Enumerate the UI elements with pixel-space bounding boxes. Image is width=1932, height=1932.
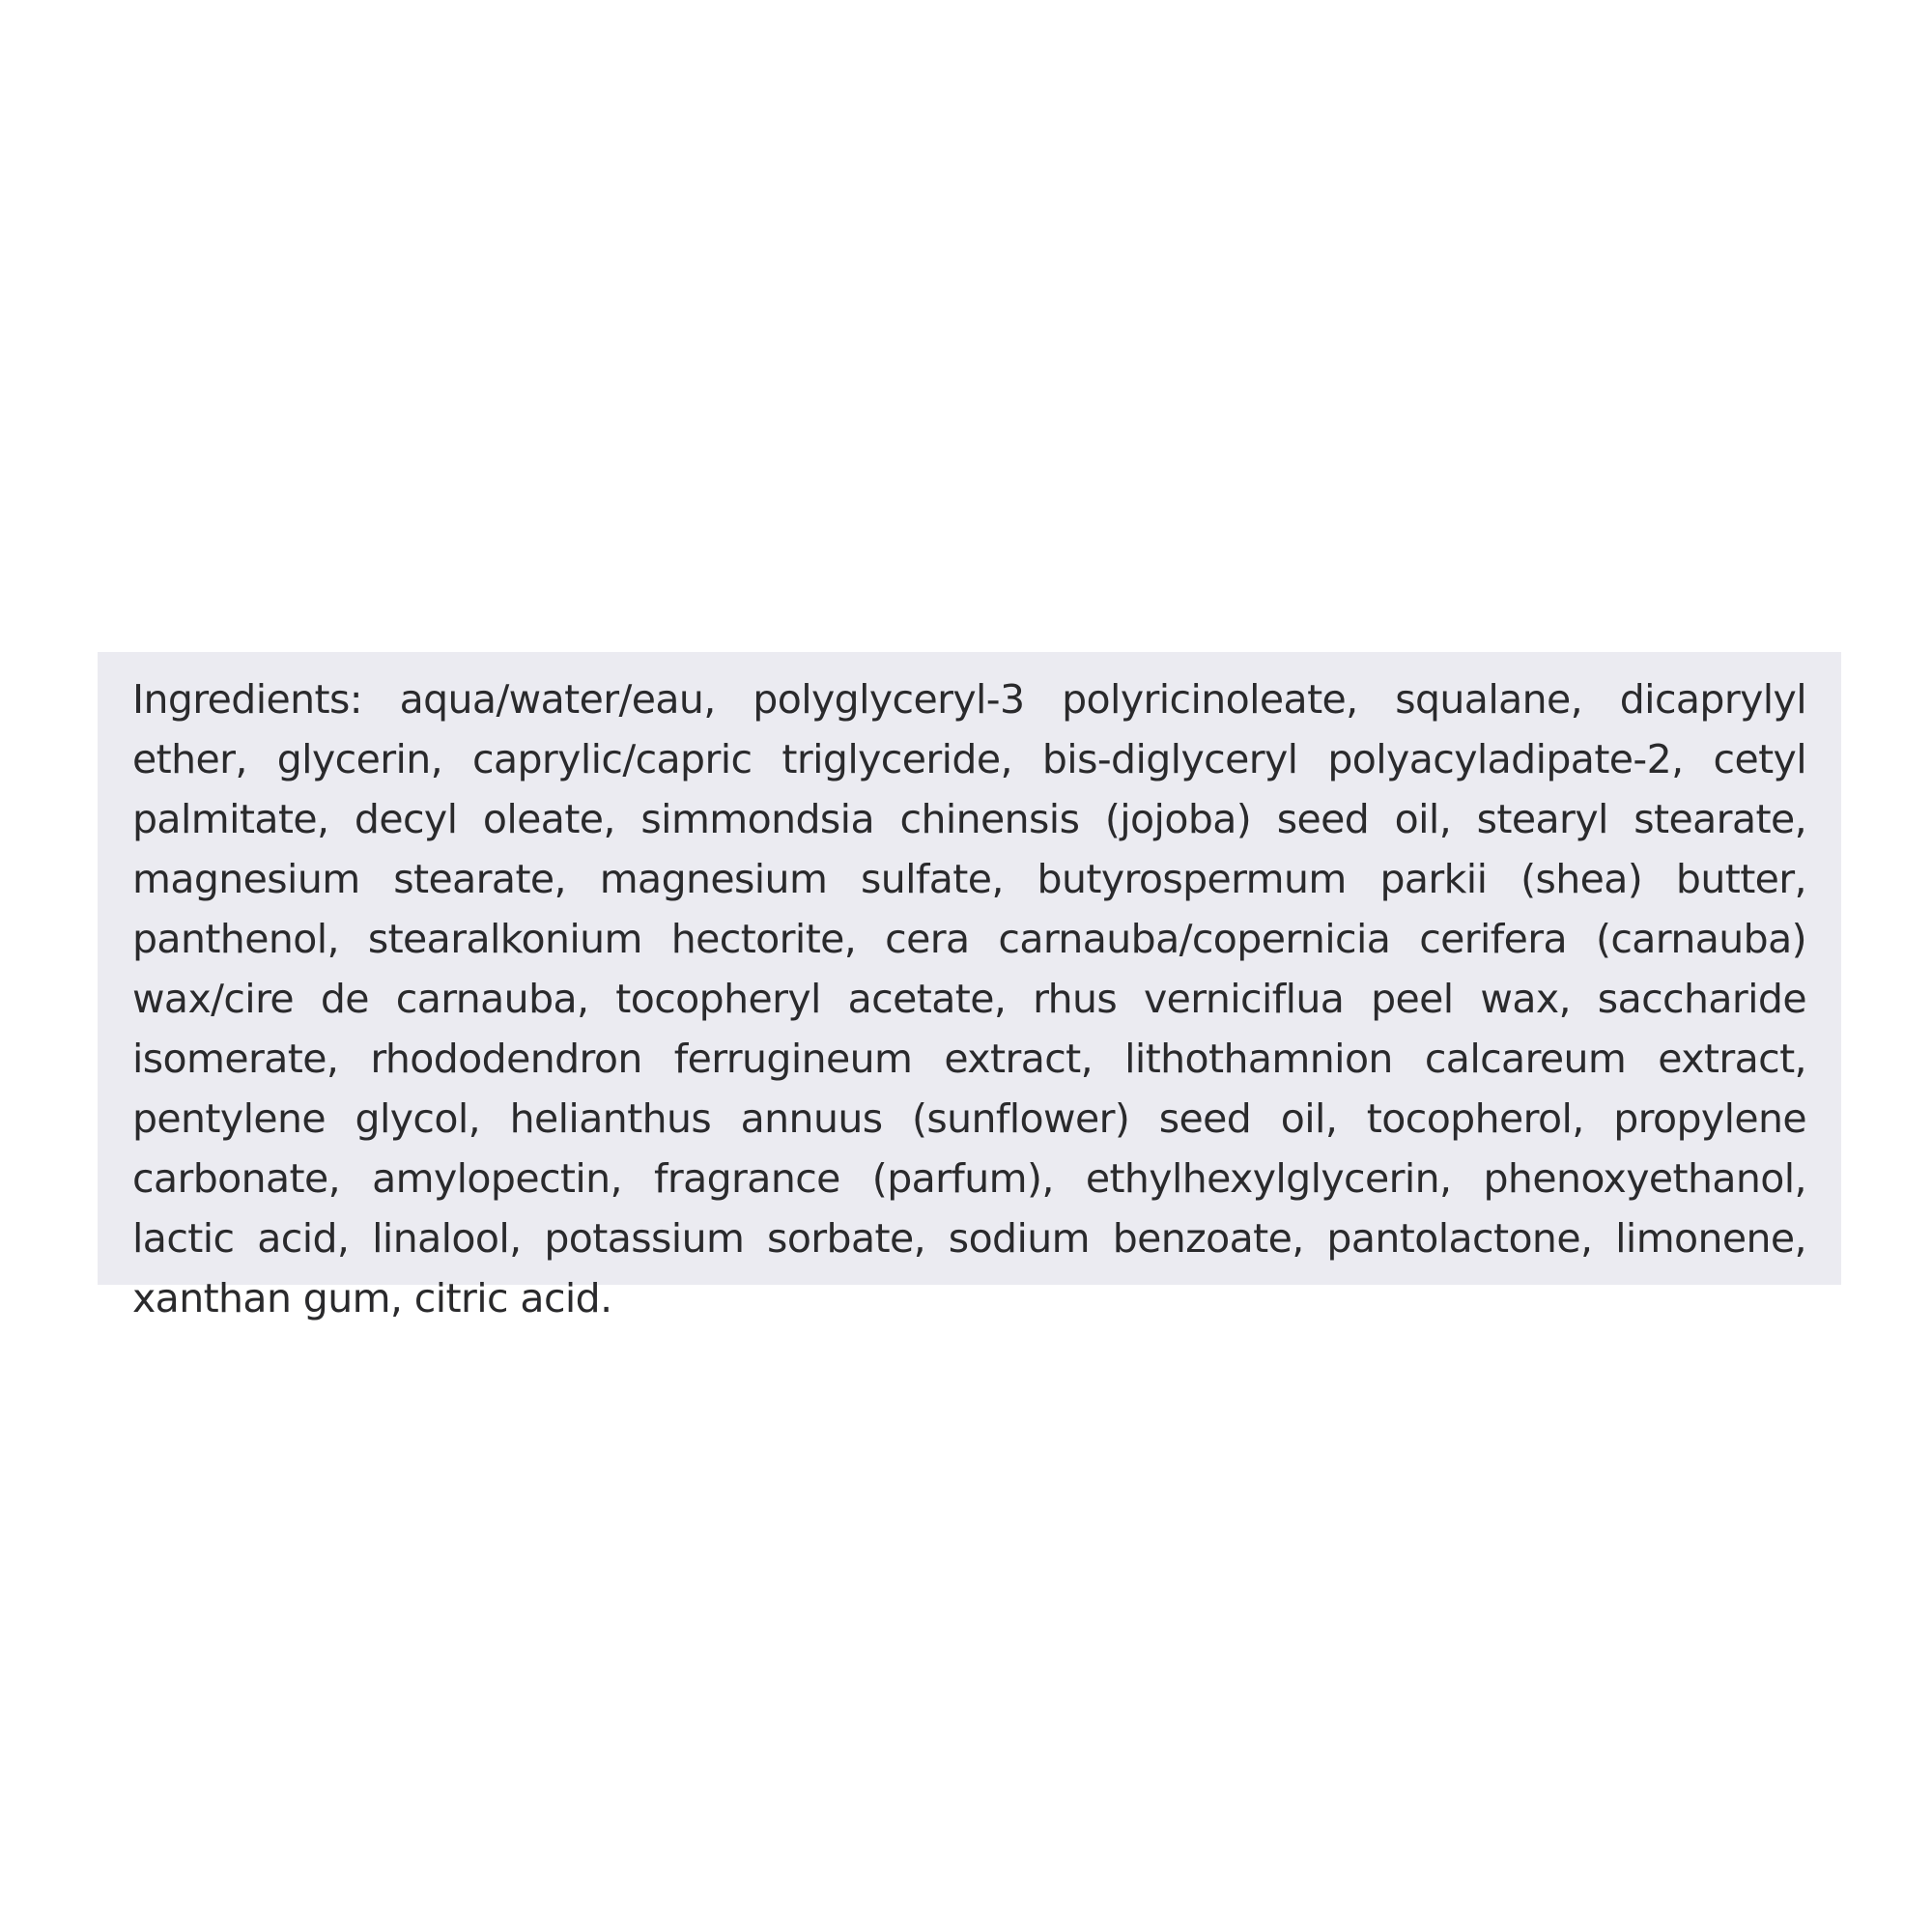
ingredients-list: Ingredients: aqua/water/eau, polyglyceryl-3 polyricinoleate, squalane, dicaprylyl ether, glycerin, caprylic/capric triglyceride, bis-diglyceryl polyacyladipate-2, cetyl palmitate, decyl oleate, simmondsia chinensis (jojoba) seed oil, stearyl stearate, magnesium stearate, magnesium sulfate, butyrospermum parkii (shea) butter, panthenol, stearalkonium hectorite, cera carnauba/copernicia cerifera (carnauba) wax/cire de carnauba, tocopheryl acetate, rhus verniciflua peel wax, saccharide isomerate, rhododendron ferrugineum extract, lithothamnion calcareum extract, pentylene glycol, helianthus annuus (sunflower) seed oil, tocopherol, propylene carbonate, amylopectin, fragrance (parfum), ethylhexylglycerin, phenoxyethanol, lactic acid, linalool, potassium sorbate, sodium benzoate, pantolactone, limonene, xanthan gum, citric acid. [132, 676, 1806, 1321]
